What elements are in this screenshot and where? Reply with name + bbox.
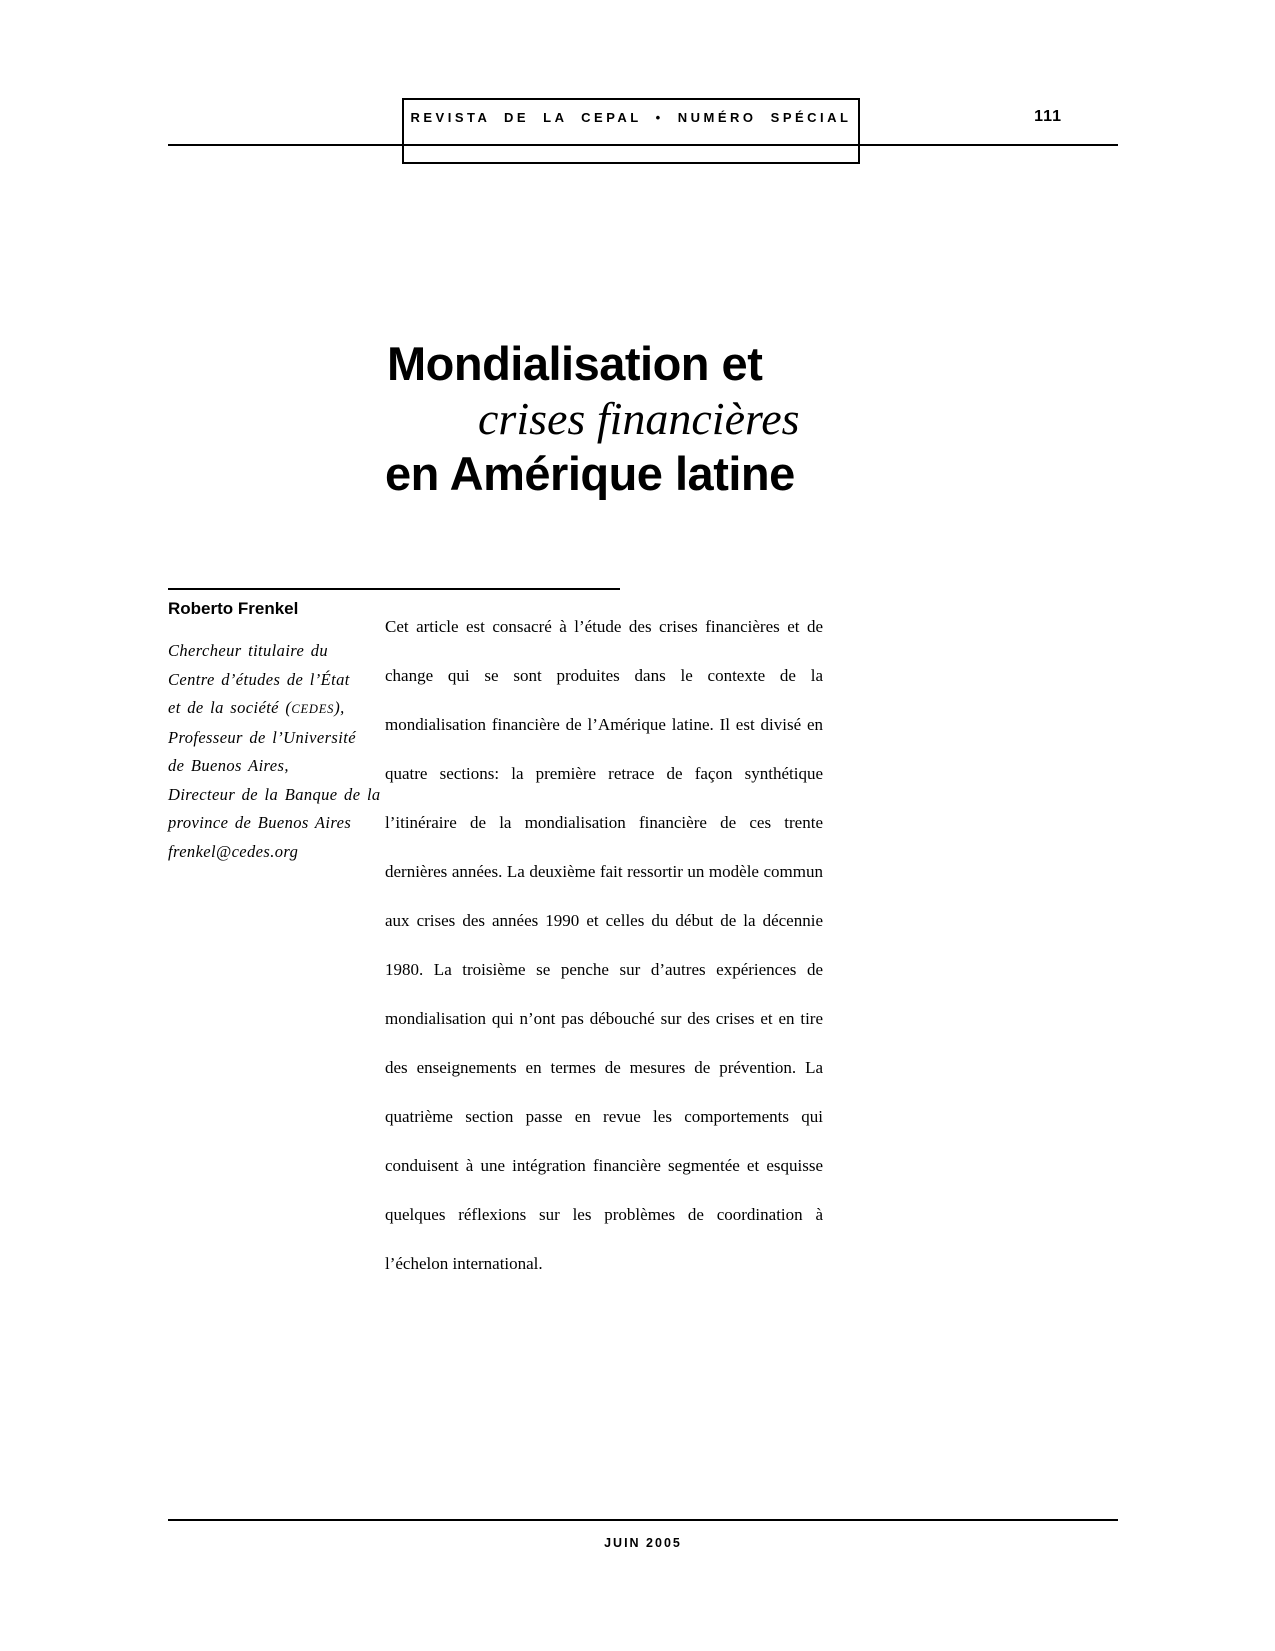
affiliation-line: Centre d’études de l’État <box>168 669 350 689</box>
author-email: frenkel@cedes.org <box>168 841 299 861</box>
affiliation-line: Directeur de la Banque de la <box>168 784 381 804</box>
affiliation-line: de Buenos Aires, <box>168 756 289 775</box>
author-rule <box>168 588 620 590</box>
title-line-3: en Amérique latine <box>385 447 795 500</box>
affiliation-line: Professeur de l’Université <box>168 727 356 747</box>
affiliation-line: province de Buenos Aires <box>168 813 352 832</box>
footer-rule <box>168 1519 1118 1521</box>
affiliation-line: et de la société (CEDES), <box>168 698 345 717</box>
author-name: Roberto Frenkel <box>168 599 299 618</box>
title-line-2-italic: crises financières <box>478 393 800 444</box>
journal-header-box <box>402 98 860 164</box>
page-number: 111 <box>1034 108 1062 125</box>
footer-date: JUIN 2005 <box>604 1536 682 1550</box>
cedes-acronym: CEDES <box>291 702 335 716</box>
journal-title: REVISTA DE LA CEPAL • NUMÉRO SPÉCIAL <box>410 110 852 125</box>
abstract-text: Cet article est consacré à l’étude des crises financières et de change qui se sont produites dans le contexte de la mondialisation financière de l’Amérique latine. Il est divisé en quatre sections: la première retrace de façon synthétique l’itinéraire de la mondialisation financière de ces trente dernières années. La deuxième fait ressortir un modèle commun aux crises des années 1990 et celles du début de la décennie 1980. La troisième se penche sur d’autres expériences de mondialisation qui n’ont pas débouché sur des crises et en tire des enseignements en termes de mesures de prévention. La quatrième section passe en revue les comportements qui conduisent à une intégration financière segmentée et esquisse quelques réflexions sur les problèmes de coordination à l’échelon international. <box>385 617 823 1273</box>
title-line-1: Mondialisation et <box>387 337 763 390</box>
affiliation-line: Chercheur titulaire du <box>168 641 329 660</box>
